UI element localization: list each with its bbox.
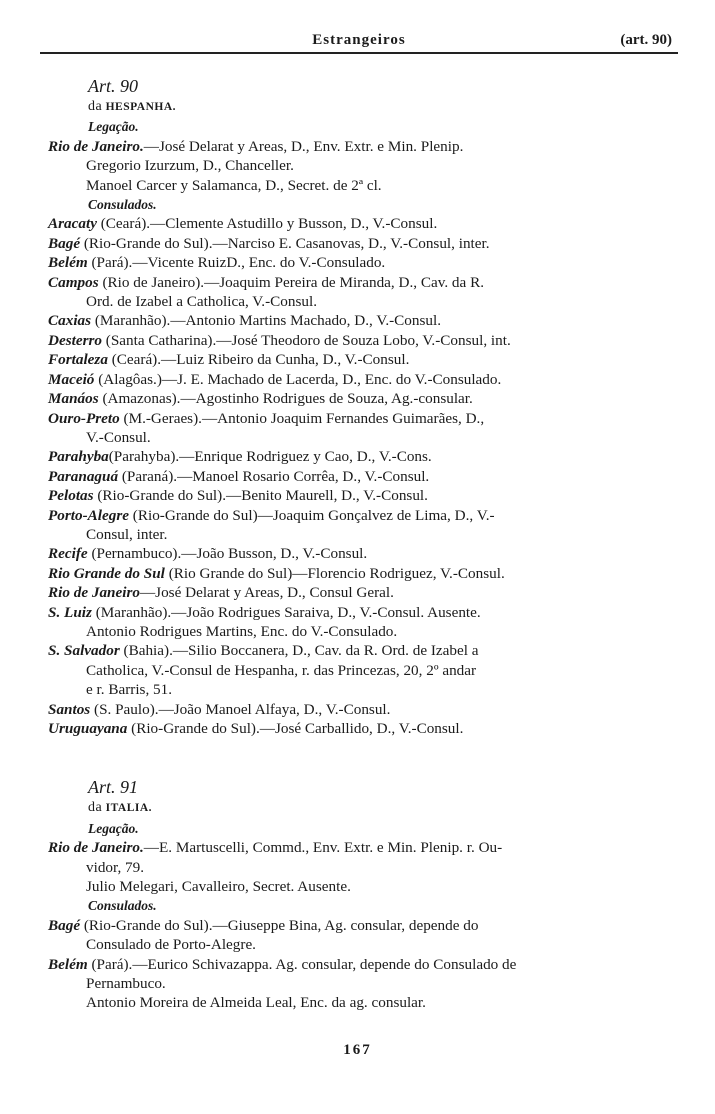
- entry-place: Ouro-Preto: [48, 409, 120, 427]
- consulate-entry: [48, 544, 688, 563]
- consulate-entry: [48, 719, 688, 738]
- entry-text: (Pará).—Eurico Schivazappa. Ag. consular, depende do Consulado de: [87, 955, 517, 973]
- entry-text: (Rio de Janeiro).—Joaquim Pereira de Miranda, D., Cav. da R.: [98, 273, 484, 291]
- page-number: 167: [343, 1042, 372, 1058]
- entry-place: Maceió: [48, 370, 95, 388]
- consulate-entry: [48, 641, 688, 660]
- entry-continuation: Catholica, V.-Consul de Hespanha, r. das Princezas, 20, 2º andar: [86, 661, 477, 679]
- consulate-entry: [48, 486, 688, 505]
- legacao-heading: Legação.: [88, 119, 139, 135]
- entry-place: S. Salvador: [48, 642, 120, 660]
- entry-text: (Paraná).—Manoel Rosario Corrêa, D., V.-Consul.: [118, 467, 430, 485]
- entry-text: (Rio-Grande do Sul).—Benito Maurell, D., V.-Consul.: [93, 487, 428, 505]
- consulate-entry: [48, 447, 688, 466]
- legation-entry: [48, 137, 688, 156]
- entry-place: Fortaleza: [48, 351, 108, 369]
- entry-place: S. Luiz: [48, 603, 92, 621]
- entry-text: (Rio-Grande do Sul)—Joaquim Gonçalvez de Lima, D., V.-: [129, 506, 495, 524]
- entry-text: —José Delarat y Areas, D., Consul Geral.: [139, 584, 394, 602]
- consulate-entry: [48, 350, 688, 369]
- legacao-heading: Legação.: [88, 820, 139, 836]
- entry-place: Santos: [48, 700, 91, 718]
- entry-text: (Pará).—Vicente RuizD., Enc. do V.-Consulado.: [87, 254, 386, 272]
- country-name: HESPANHA.: [105, 101, 177, 113]
- consulate-entry: [48, 506, 688, 525]
- article-heading: Art. 90: [88, 76, 139, 96]
- country-prefix: da: [88, 800, 103, 816]
- entry-place: Aracaty: [48, 215, 97, 233]
- entry-place: Rio de Janeiro.: [48, 839, 144, 857]
- consulate-entry: [48, 234, 688, 253]
- entry-continuation: Ord. de Izabel a Catholica, V.-Consul.: [86, 293, 317, 311]
- entry-text: (Rio-Grande do Sul).—José Carballido, D., V.-Consul.: [127, 720, 464, 737]
- consulate-entry: [48, 583, 688, 602]
- consulados-heading: Consulados.: [88, 197, 157, 213]
- entry-continuation: Pernambuco.: [86, 975, 166, 993]
- consulate-entry: [48, 467, 688, 486]
- entry-continuation: V.-Consul.: [86, 428, 151, 446]
- entry-continuation: Manoel Carcer y Salamanca, D., Secret. de 2ª cl.: [86, 176, 382, 194]
- consulate-entry: [48, 409, 688, 428]
- legation-entry: [48, 838, 688, 857]
- consulate-entry: [48, 700, 688, 719]
- entry-continuation: e r. Barris, 51.: [86, 681, 173, 699]
- entry-place: Belém: [48, 254, 88, 272]
- entry-text: (Pernambuco).—João Busson, D., V.-Consul.: [87, 545, 368, 563]
- entry-text: (Maranhão).—João Rodrigues Saraiva, D., V.-Consul. Ausente.: [91, 603, 481, 621]
- entry-text: (Maranhão).—Antonio Martins Machado, D., V.-Consul.: [91, 312, 442, 330]
- consulate-entry: [48, 564, 688, 583]
- consulate-entry: [48, 955, 688, 974]
- entry-place: Desterro: [48, 331, 102, 349]
- entry-place: Campos: [48, 273, 99, 291]
- entry-text: (Santa Catharina).—José Theodoro de Souza Lobo, V.-Consul, int.: [102, 331, 511, 349]
- country-prefix: da: [88, 99, 103, 114]
- country-name: ITALIA.: [105, 802, 153, 815]
- running-head-title: Estrangeiros: [312, 32, 406, 48]
- consulate-entry: [48, 916, 688, 935]
- entry-text: (Alagôas.)—J. E. Machado de Lacerda, D., Enc. do V.-Consulado.: [94, 370, 502, 388]
- consulate-entry: [48, 311, 688, 330]
- entry-place: Porto-Alegre: [48, 506, 129, 524]
- running-head-article-ref: (art. 90): [620, 32, 672, 48]
- entry-continuation: Julio Melegari, Cavalleiro, Secret. Ausente.: [86, 878, 351, 896]
- entry-text: —E. Martuscelli, Commd., Env. Extr. e Min. Plenip. r. Ou-: [143, 839, 503, 857]
- entry-continuation: vidor, 79.: [86, 858, 145, 876]
- entry-place: Rio de Janeiro: [48, 584, 140, 602]
- entry-place: Rio de Janeiro.: [48, 137, 144, 155]
- entry-place: Bagé: [48, 916, 81, 934]
- entry-text: (Rio Grande do Sul)—Florencio Rodriguez, V.-Consul.: [164, 564, 505, 582]
- running-head: [40, 30, 678, 54]
- entry-text: —José Delarat y Areas, D., Env. Extr. e Min. Plenip.: [143, 137, 464, 155]
- article-body: [48, 75, 688, 1013]
- entry-place: Belém: [48, 955, 88, 973]
- entry-place: Bagé: [48, 234, 81, 252]
- entry-place: Pelotas: [48, 487, 94, 505]
- section-spacer: [48, 738, 688, 776]
- article-heading: Art. 91: [88, 777, 139, 798]
- entry-place: Caxias: [48, 312, 92, 330]
- consulate-entry: [48, 253, 688, 272]
- entry-continuation: Consulado de Porto-Alegre.: [86, 936, 256, 954]
- entry-text: (Amazonas).—Agostinho Rodrigues de Souza, Ag.-consular.: [98, 390, 473, 408]
- consulate-entry: [48, 214, 688, 233]
- country-heading: [48, 97, 688, 117]
- entry-place: Parahyba: [48, 448, 109, 466]
- consulados-heading: Consulados.: [88, 898, 157, 914]
- entry-continuation: Consul, inter.: [86, 525, 168, 543]
- consulate-entry: [48, 273, 688, 292]
- consulate-entry: [48, 603, 688, 622]
- entry-continuation: Antonio Rodrigues Martins, Enc. do V.-Consulado.: [86, 622, 398, 640]
- entry-place: Uruguayana: [48, 720, 128, 737]
- entry-place: Rio Grande do Sul: [48, 564, 165, 582]
- entry-text: (S. Paulo).—João Manoel Alfaya, D., V.-Consul.: [90, 700, 391, 718]
- entry-text: (Rio-Grande do Sul).—Narciso E. Casanovas, D., V.-Consul, inter.: [80, 234, 490, 252]
- entry-text: (Rio-Grande do Sul).—Giuseppe Bina, Ag. consular, depende do: [80, 916, 479, 934]
- consulate-entry: [48, 389, 688, 408]
- country-heading: [48, 798, 688, 818]
- entry-place: Recife: [48, 545, 88, 563]
- entry-text: (Parahyba).—Enrique Rodriguez y Cao, D., V.-Cons.: [108, 448, 432, 466]
- entry-text: (Ceará).—Clemente Astudillo y Busson, D., V.-Consul.: [96, 215, 438, 233]
- entry-text: (M.-Geraes).—Antonio Joaquim Fernandes Guimarães, D.,: [119, 409, 485, 427]
- consulate-entry: [48, 370, 688, 389]
- entry-place: Paranaguá: [48, 467, 119, 485]
- consulate-entry: [48, 331, 688, 350]
- entry-continuation: Antonio Moreira de Almeida Leal, Enc. da ag. consular.: [86, 994, 426, 1012]
- entry-text: (Bahia).—Silio Boccanera, D., Cav. da R. Ord. de Izabel a: [119, 642, 479, 660]
- entry-continuation: Gregorio Izurzum, D., Chanceller.: [86, 157, 294, 175]
- entry-text: (Ceará).—Luiz Ribeiro da Cunha, D., V.-Consul.: [107, 351, 410, 369]
- entry-place: Manáos: [48, 390, 99, 408]
